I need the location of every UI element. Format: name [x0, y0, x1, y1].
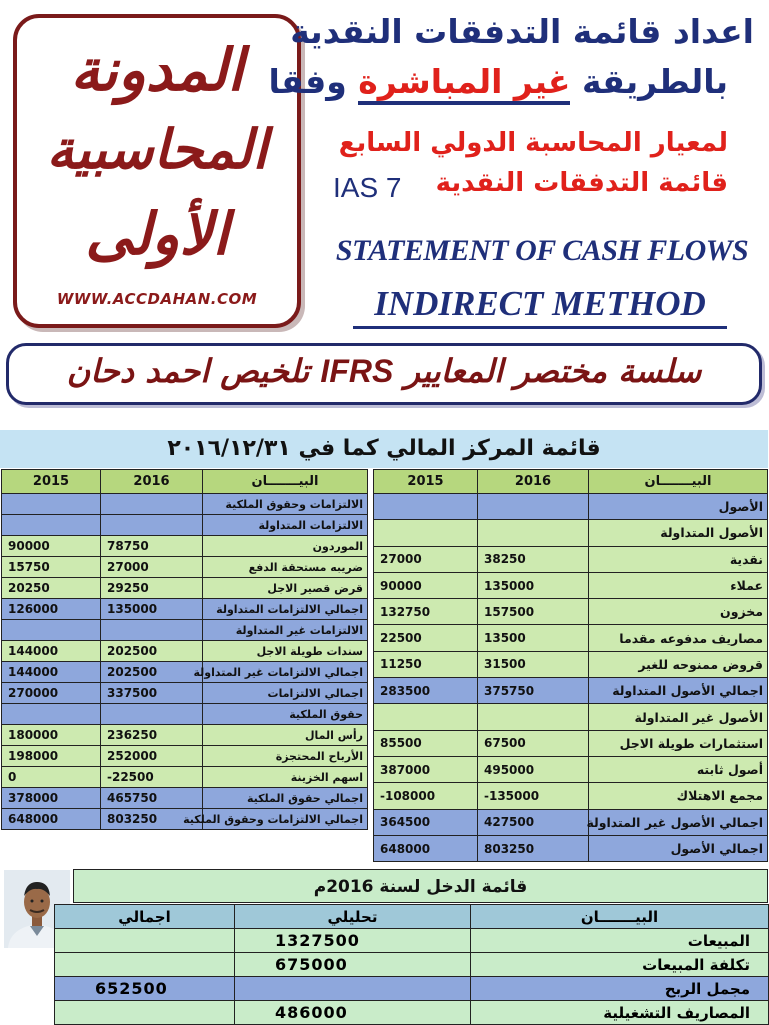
header [0, 0, 768, 430]
value-2016 [101, 494, 203, 515]
header-2016: 2016 [101, 470, 203, 494]
value-2016: 27000 [101, 557, 203, 578]
row-label: اجمالي حقوق الملكية [203, 788, 368, 809]
ias-label: IAS 7 [333, 172, 402, 203]
value-2016: 202500 [101, 662, 203, 683]
row-label: تكلفة المبيعات [471, 953, 769, 977]
value-total [55, 1001, 235, 1025]
table-row [2, 557, 368, 578]
row-label: قروض ممنوحه للغير [589, 651, 768, 677]
table-row [374, 651, 768, 677]
row-label: مجمع الاهتلاك [589, 783, 768, 809]
title-line-2-highlight: غير المباشرة [358, 62, 570, 105]
row-label: اجمالي الالتزامات [203, 683, 368, 704]
header-2015: 2015 [374, 470, 478, 494]
row-label: الأصول غير المتداولة [589, 704, 768, 730]
row-label: الأصول [589, 494, 768, 520]
row-label: الأرباح المحتجزة [203, 746, 368, 767]
logo-line-2: المحاسبية [46, 118, 268, 181]
value-2015: 27000 [374, 546, 478, 572]
row-label: مصاريف مدفوعه مقدما [589, 625, 768, 651]
value-total [55, 953, 235, 977]
value-2016: 38250 [478, 546, 589, 572]
table-row [374, 599, 768, 625]
value-2016: 13500 [478, 625, 589, 651]
title-line-4: قائمة التدفقات النقدية [435, 168, 728, 198]
table-row [374, 520, 768, 546]
header-2016: 2016 [478, 470, 589, 494]
value-2016 [478, 520, 589, 546]
value-2015 [374, 704, 478, 730]
assets-table [373, 469, 768, 862]
income-statement-body [55, 905, 769, 1025]
value-2016 [101, 704, 203, 725]
value-2015: -108000 [374, 783, 478, 809]
value-2015 [2, 515, 101, 536]
row-label: اجمالي الأصول غير المتداولة [589, 809, 768, 835]
table-header-row [2, 470, 368, 494]
table-header-row [55, 905, 769, 929]
value-2016: 135000 [478, 572, 589, 598]
header-analytic: تحليلي [235, 905, 471, 929]
title-line-1: اعداد قائمة التدفقات النقدية [290, 12, 754, 51]
income-statement-title: قائمة الدخل لسنة 2016م [73, 869, 768, 903]
english-title: STATEMENT OF CASH FLOWS [335, 234, 749, 267]
value-2015 [2, 620, 101, 641]
row-label: الالتزامات غير المتداولة [203, 620, 368, 641]
row-label: اجمالي الالتزامات المتداولة [203, 599, 368, 620]
table-row [55, 1001, 769, 1025]
value-2016: 495000 [478, 756, 589, 782]
assets-body [374, 470, 768, 862]
title-line-2-suffix: وفقا [268, 62, 347, 101]
value-2015: 11250 [374, 651, 478, 677]
value-2015: 144000 [2, 662, 101, 683]
value-2015: 85500 [374, 730, 478, 756]
table-header-row [374, 470, 768, 494]
value-2016: 29250 [101, 578, 203, 599]
logo-line-1: المدونة [70, 36, 244, 104]
row-label: حقوق الملكية [203, 704, 368, 725]
row-label: نقدية [589, 546, 768, 572]
value-2016: 252000 [101, 746, 203, 767]
row-label: المبيعات [471, 929, 769, 953]
table-row [374, 546, 768, 572]
table-row [374, 494, 768, 520]
value-2015: 22500 [374, 625, 478, 651]
table-row [374, 572, 768, 598]
table-row [2, 809, 368, 830]
header-2015: 2015 [2, 470, 101, 494]
value-2015 [2, 704, 101, 725]
title-line-2-prefix: بالطريقة [581, 62, 728, 101]
liabilities-equity-body [2, 470, 368, 830]
value-2016 [478, 494, 589, 520]
value-2015 [374, 520, 478, 546]
table-row [2, 641, 368, 662]
balance-sheet [0, 430, 768, 866]
row-label: اجمالي الأصول المتداولة [589, 678, 768, 704]
value-2016: 78750 [101, 536, 203, 557]
row-label: الالتزامات المتداولة [203, 515, 368, 536]
table-row [2, 788, 368, 809]
value-2015: 283500 [374, 678, 478, 704]
value-2016 [101, 620, 203, 641]
table-row [2, 746, 368, 767]
value-2015 [2, 494, 101, 515]
blog-logo [13, 14, 301, 328]
value-2016: -22500 [101, 767, 203, 788]
value-2016: 202500 [101, 641, 203, 662]
value-analytic: 486000 [235, 1001, 471, 1025]
balance-sheet-title: قائمة المركز المالي كما في ٢٠١٦/١٢/٣١ [0, 430, 768, 468]
table-row [374, 625, 768, 651]
income-statement [0, 866, 768, 1024]
value-2016: 135000 [101, 599, 203, 620]
value-2016: 427500 [478, 809, 589, 835]
row-label: مجمل الربح [471, 977, 769, 1001]
banner-part-2: تلخيص احمد دحان [66, 352, 310, 390]
banner-text [9, 352, 759, 390]
table-row [374, 730, 768, 756]
series-banner [6, 343, 762, 405]
value-2015: 648000 [374, 835, 478, 861]
row-label: أصول ثابته [589, 756, 768, 782]
english-subtitle: INDIRECT METHOD [353, 284, 727, 329]
row-label: الموردون [203, 536, 368, 557]
value-2016: 31500 [478, 651, 589, 677]
value-2016: 157500 [478, 599, 589, 625]
value-analytic: 675000 [235, 953, 471, 977]
table-row [374, 783, 768, 809]
value-2016: 375750 [478, 678, 589, 704]
row-label: اجمالي الالتزامات وحقوق الملكية [203, 809, 368, 830]
banner-ifrs: IFRS [320, 353, 394, 389]
value-2015: 648000 [2, 809, 101, 830]
row-label: رأس المال [203, 725, 368, 746]
value-2015: 126000 [2, 599, 101, 620]
value-2015 [374, 494, 478, 520]
table-row [2, 578, 368, 599]
table-row [2, 536, 368, 557]
table-row [55, 953, 769, 977]
value-2015: 0 [2, 767, 101, 788]
header-label: البيـــــــان [203, 470, 368, 494]
table-row [374, 756, 768, 782]
table-row [2, 599, 368, 620]
header-label: البيـــــــان [471, 905, 769, 929]
value-2016: 236250 [101, 725, 203, 746]
value-2015: 15750 [2, 557, 101, 578]
row-label: اسهم الخزينة [203, 767, 368, 788]
logo-line-3: الأولى [85, 200, 229, 268]
row-label: اجمالي الالتزامات غير المتداولة [203, 662, 368, 683]
value-analytic [235, 977, 471, 1001]
row-label: اجمالي الأصول [589, 835, 768, 861]
value-analytic: 1327500 [235, 929, 471, 953]
value-2016: 337500 [101, 683, 203, 704]
table-row [2, 620, 368, 641]
value-2016: 803250 [101, 809, 203, 830]
value-2015: 180000 [2, 725, 101, 746]
table-row [2, 683, 368, 704]
liabilities-equity-table [1, 469, 368, 830]
table-row [2, 662, 368, 683]
banner-part-1: سلسة مختصر المعايير [404, 352, 702, 390]
value-2016: 465750 [101, 788, 203, 809]
table-row [374, 835, 768, 861]
row-label: سندات طويلة الاجل [203, 641, 368, 662]
value-2015: 144000 [2, 641, 101, 662]
table-row [2, 704, 368, 725]
row-label: عملاء [589, 572, 768, 598]
table-row [55, 929, 769, 953]
value-2016: 67500 [478, 730, 589, 756]
value-total: 652500 [55, 977, 235, 1001]
table-row [55, 977, 769, 1001]
value-2016: -135000 [478, 783, 589, 809]
value-2015: 20250 [2, 578, 101, 599]
value-2015: 387000 [374, 756, 478, 782]
table-row [374, 678, 768, 704]
row-label: مخزون [589, 599, 768, 625]
table-row [374, 704, 768, 730]
value-2016 [101, 515, 203, 536]
value-2015: 90000 [374, 572, 478, 598]
title-line-3: لمعيار المحاسبة الدولي السابع [338, 128, 728, 158]
value-2016 [478, 704, 589, 730]
table-row [2, 725, 368, 746]
table-row [2, 515, 368, 536]
row-label: قرض قصير الاجل [203, 578, 368, 599]
table-row [374, 809, 768, 835]
table-row [2, 494, 368, 515]
header-label: البيـــــــان [589, 470, 768, 494]
value-2015: 132750 [374, 599, 478, 625]
row-label: المصاريف التشغيلية [471, 1001, 769, 1025]
value-2015: 378000 [2, 788, 101, 809]
value-2015: 90000 [2, 536, 101, 557]
row-label: الأصول المتداولة [589, 520, 768, 546]
header-total: اجمالي [55, 905, 235, 929]
row-label: الالتزامات وحقوق الملكية [203, 494, 368, 515]
logo-url: WWW.ACCDAHAN.COM [56, 290, 258, 308]
row-label: ضريبه مستحقة الدفع [203, 557, 368, 578]
value-2015: 364500 [374, 809, 478, 835]
table-row [2, 767, 368, 788]
title-line-2 [269, 62, 728, 101]
value-2016: 803250 [478, 835, 589, 861]
income-statement-table [54, 904, 769, 1025]
value-total [55, 929, 235, 953]
value-2015: 198000 [2, 746, 101, 767]
value-2015: 270000 [2, 683, 101, 704]
row-label: استثمارات طويلة الاجل [589, 730, 768, 756]
